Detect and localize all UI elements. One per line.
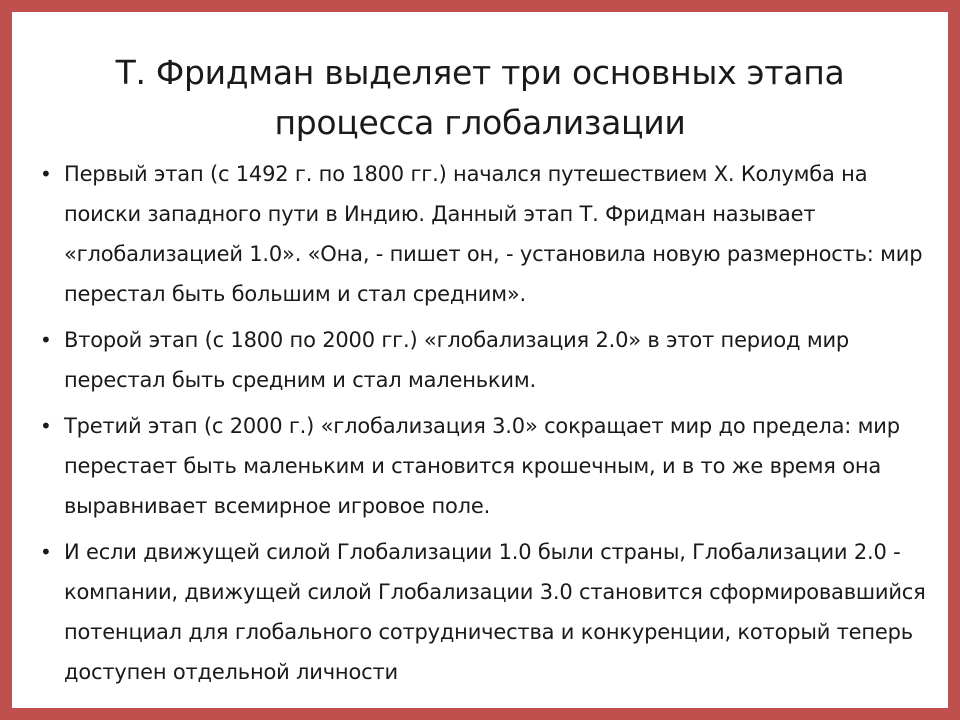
- bullet-item-1: [38, 154, 928, 314]
- bullet-icon: •: [40, 414, 52, 438]
- bullet-item-3: [38, 406, 928, 526]
- bullet-text-2: Второй этап (с 1800 по 2000 гг.) «глобализация 2.0» в этот период мир перестал быть средним и стал маленьким.: [64, 328, 850, 392]
- slide-title: [52, 48, 908, 148]
- title-line-2: процесса глобализации: [274, 103, 686, 142]
- slide: [12, 12, 948, 708]
- bullet-text-3: Третий этап (с 2000 г.) «глобализация 3.0» сокращает мир до предела: мир перестает быть маленьким и становится крошечным, и в то же время она выравнивает всемирное игровое поле.: [64, 414, 900, 518]
- bullet-list: [38, 154, 928, 698]
- bullet-item-4: [38, 532, 928, 692]
- title-line-1: Т. Фридман выделяет три основных этапа: [115, 53, 845, 92]
- bullet-icon: •: [40, 162, 52, 186]
- bullet-icon: •: [40, 328, 52, 352]
- bullet-item-2: [38, 320, 928, 400]
- bullet-text-1: Первый этап (с 1492 г. по 1800 гг.) начался путешествием Х. Колумба на поиски западного пути в Индию. Данный этап Т. Фридман называет «глобализацией 1.0». «Она, - пишет он, - установила новую размерность: мир перестал быть большим и стал средним».: [64, 162, 923, 306]
- bullet-icon: •: [40, 540, 52, 564]
- bullet-text-4: И если движущей силой Глобализации 1.0 были страны, Глобализации 2.0 - компании, движущей силой Глобализации 3.0 становится сформировавшийся потенциал для глобального сотрудничества и конкуренции, который теперь доступен отдельной личности: [64, 540, 926, 684]
